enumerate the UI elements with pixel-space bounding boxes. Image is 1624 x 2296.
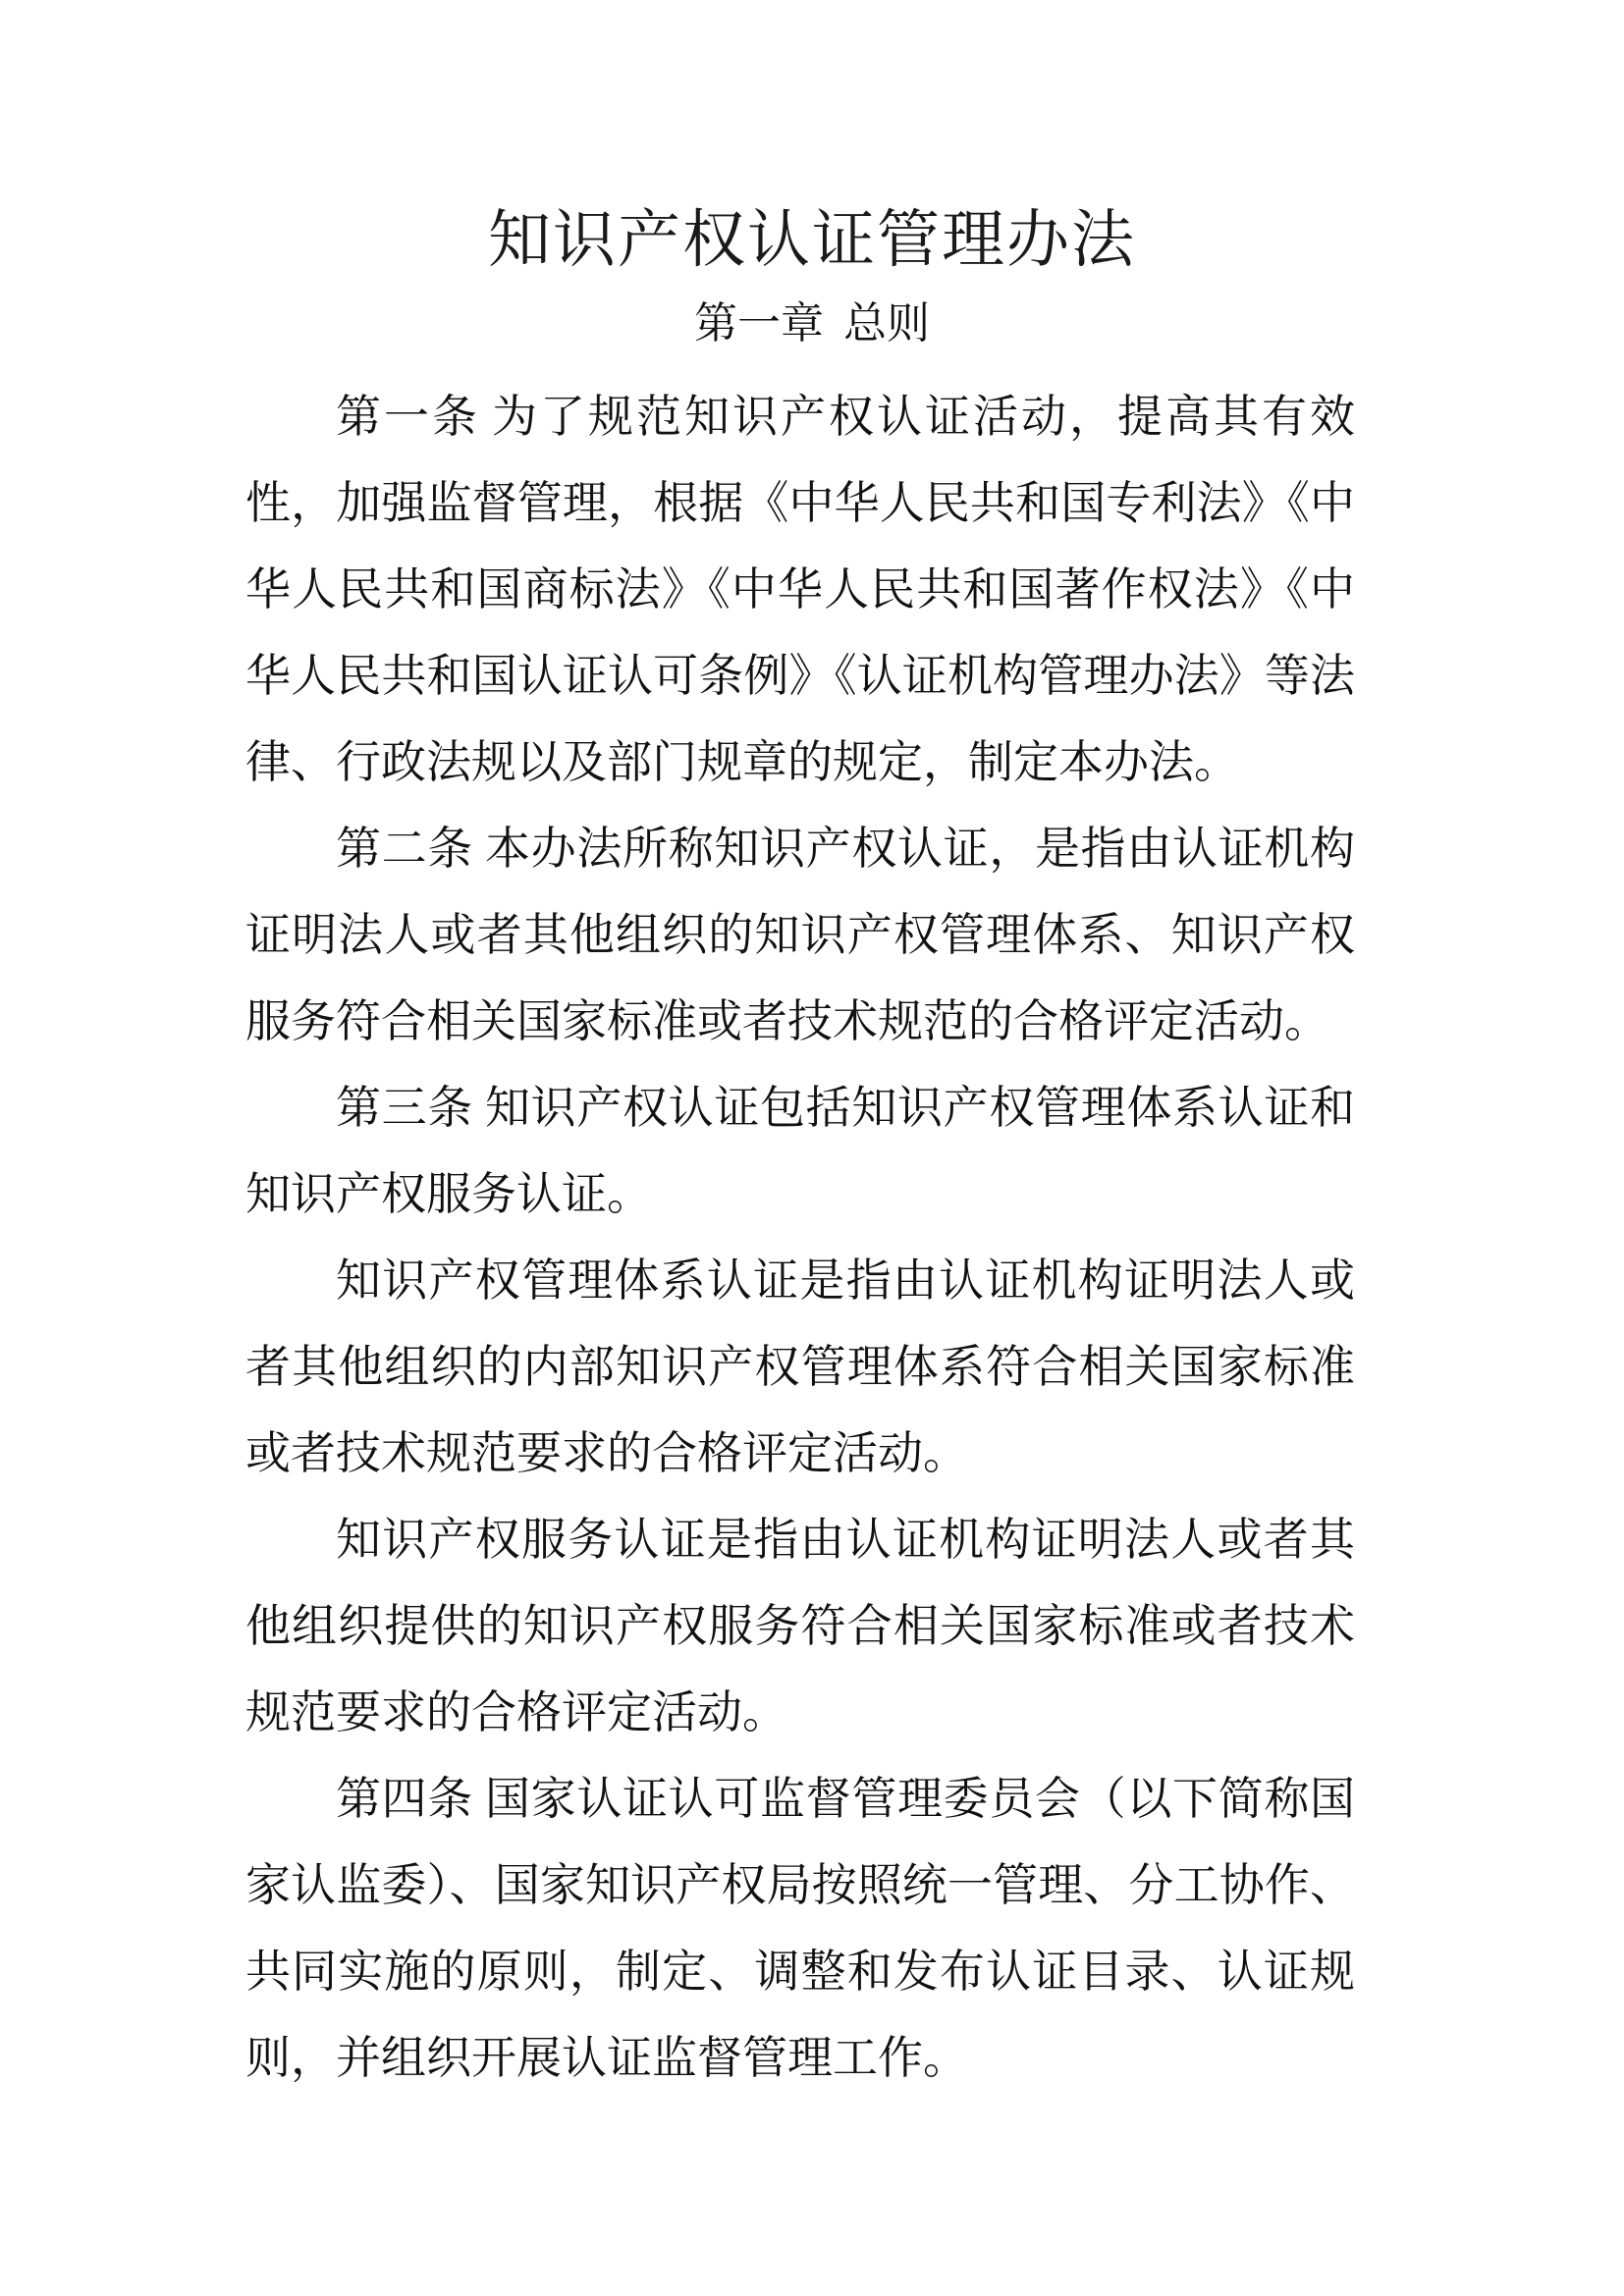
chapter-name: 总则 — [843, 298, 930, 348]
article-1-paragraph — [245, 373, 1355, 805]
document-body — [245, 373, 1355, 2101]
article-number: 第一条 — [336, 390, 480, 443]
article-3-definition-service — [245, 1496, 1355, 1755]
article-4-paragraph — [245, 1755, 1355, 2101]
article-number: 第二条 — [336, 822, 473, 875]
article-3-paragraph — [245, 1064, 1355, 1237]
article-text: 本办法所称知识产权认证，是指由认证机构证明法人或者其他组织的知识产权管理体系、知识产权服务符合相关国家标准或者技术规范的合格评定活动。 — [245, 822, 1355, 1047]
article-3-definition-management — [245, 1237, 1355, 1496]
paragraph-text: 知识产权服务认证是指由认证机构证明法人或者其他组织提供的知识产权服务符合相关国家标准或者技术规范要求的合格评定活动。 — [245, 1513, 1355, 1738]
chapter-heading — [0, 294, 1624, 353]
paragraph-text: 知识产权管理体系认证是指由认证机构证明法人或者其他组织的内部知识产权管理体系符合相关国家标准或者技术规范要求的合格评定活动。 — [245, 1254, 1355, 1479]
chapter-number: 第一章 — [694, 298, 824, 348]
article-2-paragraph — [245, 805, 1355, 1064]
article-text: 为了规范知识产权认证活动，提高其有效性，加强监督管理，根据《中华人民共和国专利法》《中华人民共和国商标法》《中华人民共和国著作权法》《中华人民共和国认证认可条例》《认证机构管理办法》等法律、行政法规以及部门规章的规定，制定本办法。 — [245, 390, 1355, 788]
document-title: 知识产权认证管理办法 — [488, 204, 1136, 277]
article-number: 第三条 — [336, 1081, 473, 1134]
article-text: 国家认证认可监督管理委员会（以下简称国家认监委）、国家知识产权局按照统一管理、分工协作、共同实施的原则，制定、调整和发布认证目录、认证规则，并组织开展认证监督管理工作。 — [245, 1772, 1355, 2084]
article-text: 知识产权认证包括知识产权管理体系认证和知识产权服务认证。 — [245, 1081, 1355, 1220]
article-number: 第四条 — [336, 1772, 473, 1825]
